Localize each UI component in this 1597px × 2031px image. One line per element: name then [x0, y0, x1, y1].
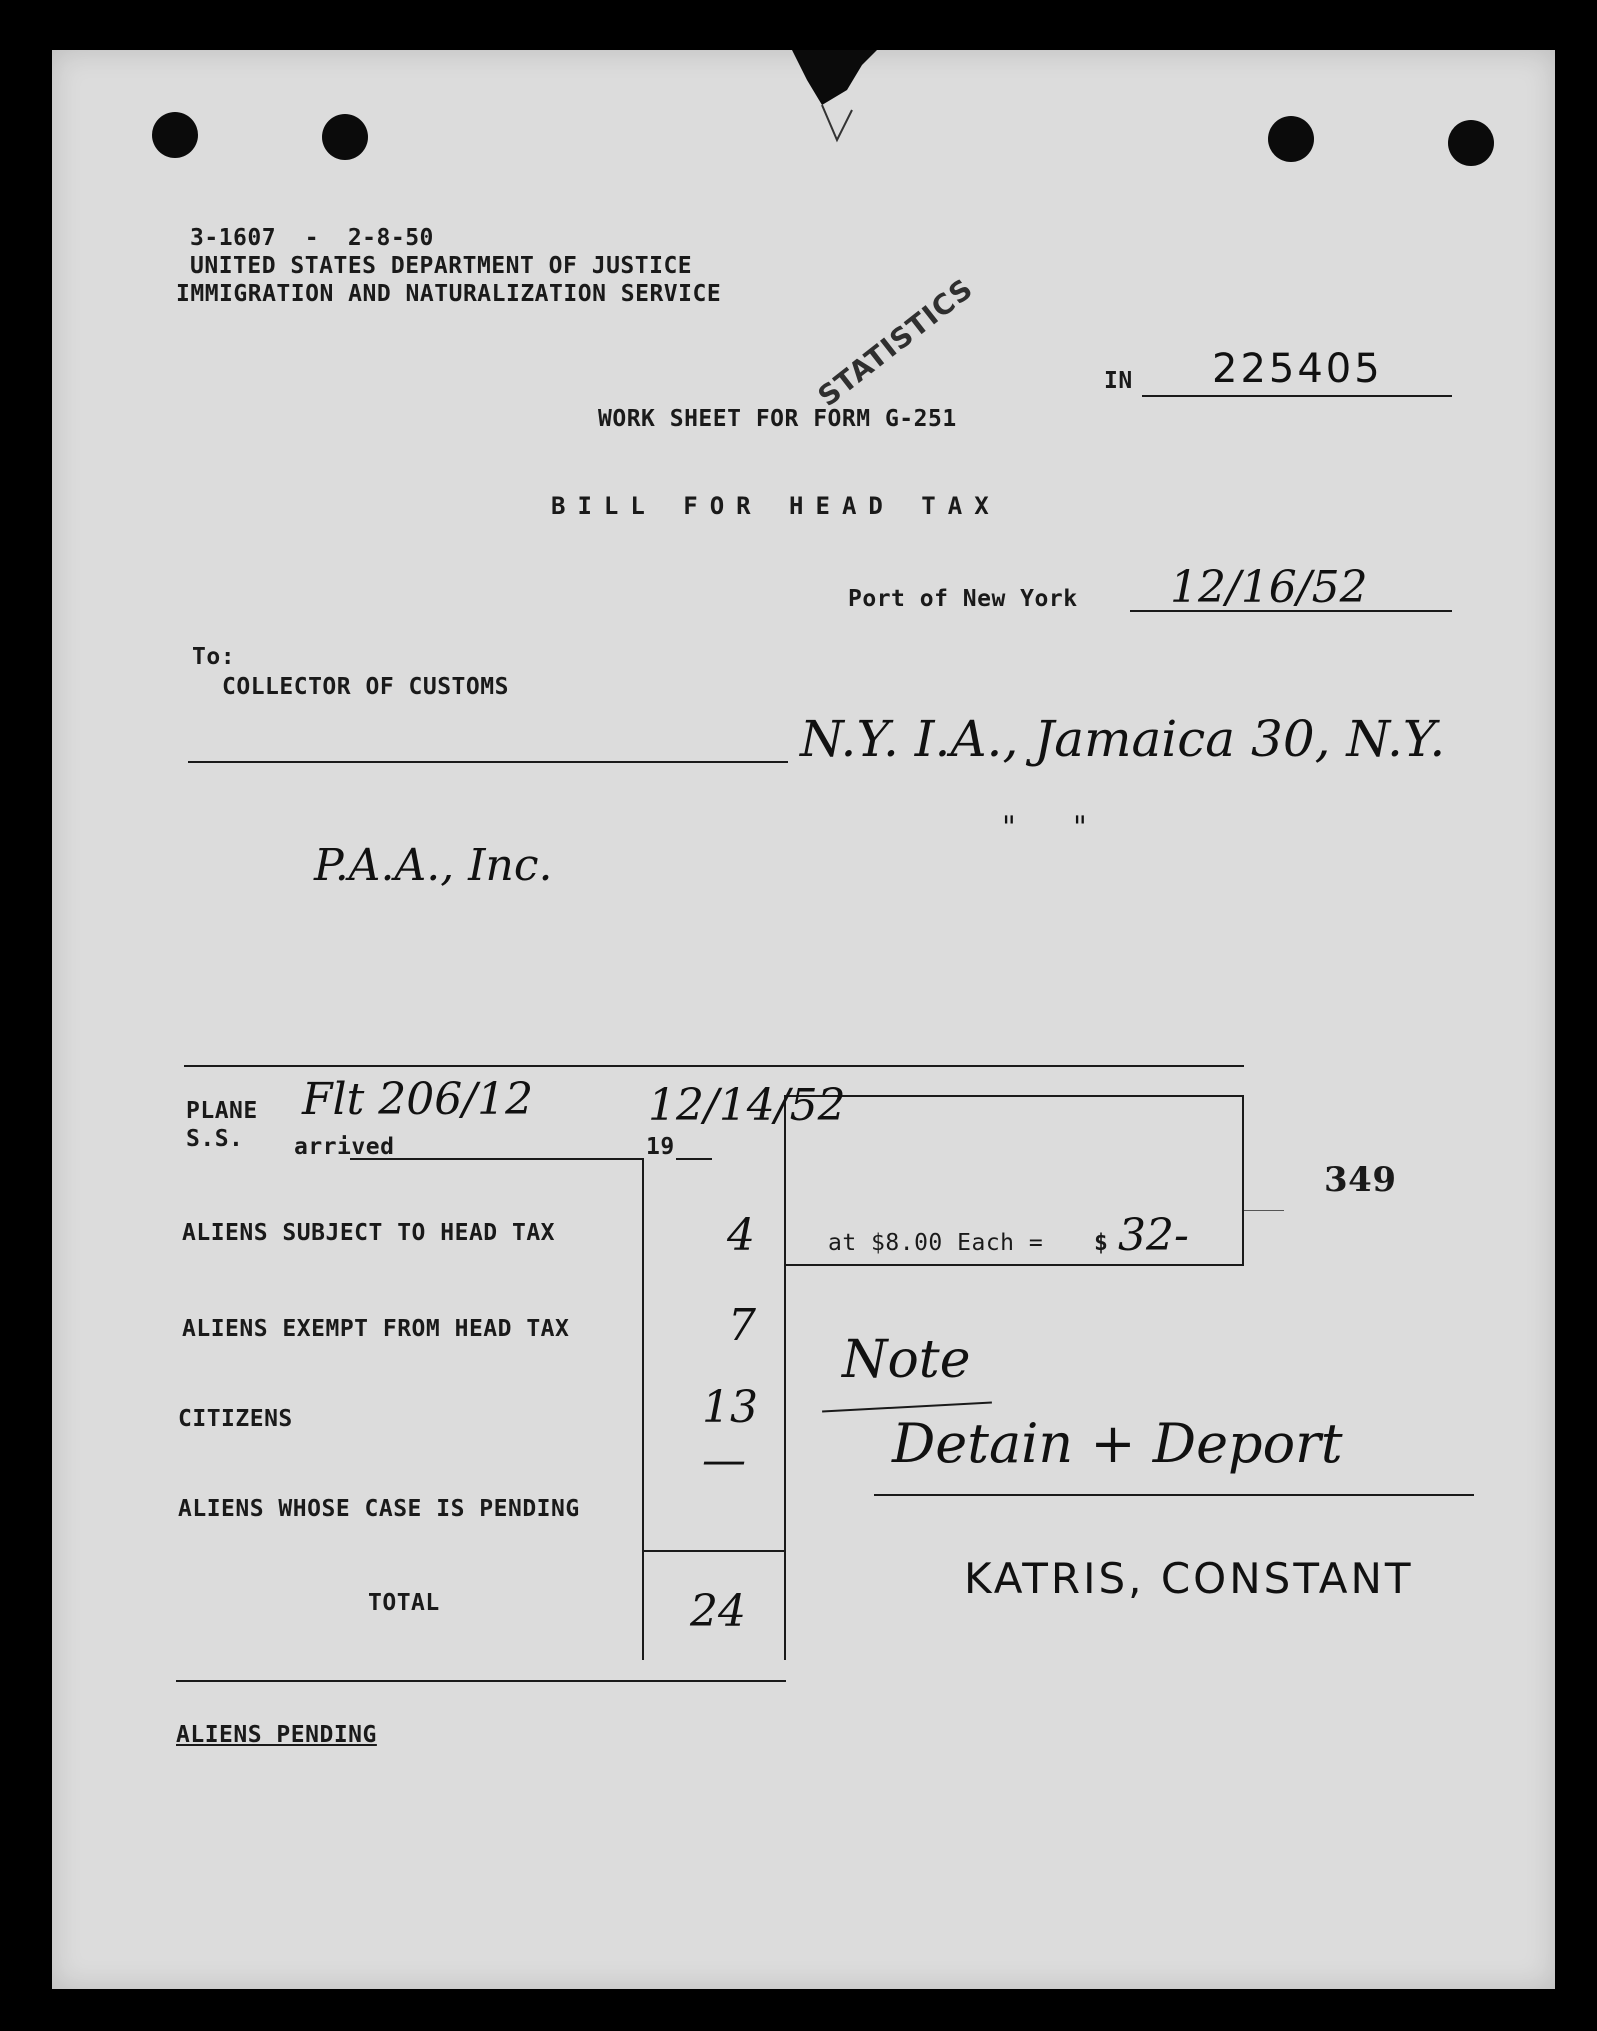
company-handwritten: P.A.A., Inc.	[314, 840, 553, 891]
form-code: 3-1607 - 2-8-50	[190, 225, 434, 251]
recipient-address-underline	[188, 761, 788, 763]
row-value-citizens: 13	[702, 1382, 758, 1433]
year-underline	[676, 1158, 712, 1160]
alien-name: KATRIS, CONSTANT	[964, 1554, 1414, 1603]
service-name: IMMIGRATION AND NATURALIZATION SERVICE	[176, 281, 722, 307]
arrived-label: arrived	[294, 1134, 395, 1160]
connector-dash	[1244, 1210, 1284, 1211]
right-box-bottom-rule	[784, 1264, 1244, 1266]
department-name: UNITED STATES DEPARTMENT OF JUSTICE	[190, 253, 693, 279]
location-handwritten: N.Y. I.A., Jamaica 30, N.Y.	[800, 710, 1446, 768]
value-column-left-rule	[642, 1160, 644, 1660]
year-prefix: 19	[646, 1134, 675, 1160]
statistics-stamp: STATISTICS	[811, 271, 980, 413]
recipient-name: COLLECTOR OF CUSTOMS	[222, 674, 509, 700]
port-label: Port of New York	[848, 586, 1078, 612]
arrival-date-handwritten: 12/14/52	[648, 1080, 846, 1131]
port-date-handwritten: 12/16/52	[1170, 562, 1368, 613]
punch-hole-icon	[322, 114, 368, 160]
row-label-pending: ALIENS WHOSE CASE IS PENDING	[178, 1496, 580, 1522]
stamped-number: 349	[1324, 1160, 1397, 1200]
row-value-subject: 4	[727, 1210, 755, 1261]
table-bottom-rule	[176, 1680, 786, 1682]
flight-handwritten: Flt 206/12	[302, 1074, 534, 1125]
note-text: Detain + Deport	[892, 1412, 1343, 1475]
file-number-underline	[1142, 395, 1452, 397]
ss-label: S.S.	[186, 1126, 244, 1152]
note-title: Note	[842, 1330, 971, 1390]
total-label: TOTAL	[368, 1590, 440, 1616]
ditto-marks: " "	[1002, 810, 1087, 845]
note-title-underline	[822, 1402, 992, 1413]
row-value-pending: —	[702, 1435, 746, 1486]
total-divider-rule	[642, 1550, 786, 1552]
table-top-rule	[184, 1065, 1244, 1067]
row-label-citizens: CITIZENS	[178, 1406, 293, 1432]
total-value: 24	[690, 1586, 746, 1637]
right-box-right-rule	[1242, 1095, 1244, 1265]
tax-amount-handwritten: 32-	[1118, 1210, 1189, 1261]
bill-title: BILL FOR HEAD TAX	[551, 492, 1001, 520]
note-text-underline	[874, 1494, 1474, 1496]
document-page	[52, 50, 1555, 1989]
punch-hole-icon	[152, 112, 198, 158]
to-label: To:	[192, 644, 236, 670]
worksheet-title: WORK SHEET FOR FORM G-251	[598, 406, 957, 432]
row-value-exempt: 7	[728, 1300, 756, 1351]
row-label-exempt: ALIENS EXEMPT FROM HEAD TAX	[182, 1316, 570, 1342]
torn-edge-icon	[752, 50, 922, 150]
aliens-pending-label: ALIENS PENDING	[176, 1722, 377, 1748]
right-box-top-rule	[784, 1095, 1244, 1097]
file-number-value: 225405	[1212, 346, 1383, 392]
plane-label: PLANE	[186, 1098, 258, 1124]
punch-hole-icon	[1448, 120, 1494, 166]
tax-rate-text: at $8.00 Each =	[828, 1230, 1044, 1256]
punch-hole-icon	[1268, 116, 1314, 162]
row-label-subject: ALIENS SUBJECT TO HEAD TAX	[182, 1220, 556, 1246]
file-number-label: IN	[1104, 368, 1133, 394]
value-column-right-rule	[784, 1095, 786, 1660]
tax-currency: $	[1094, 1230, 1109, 1256]
